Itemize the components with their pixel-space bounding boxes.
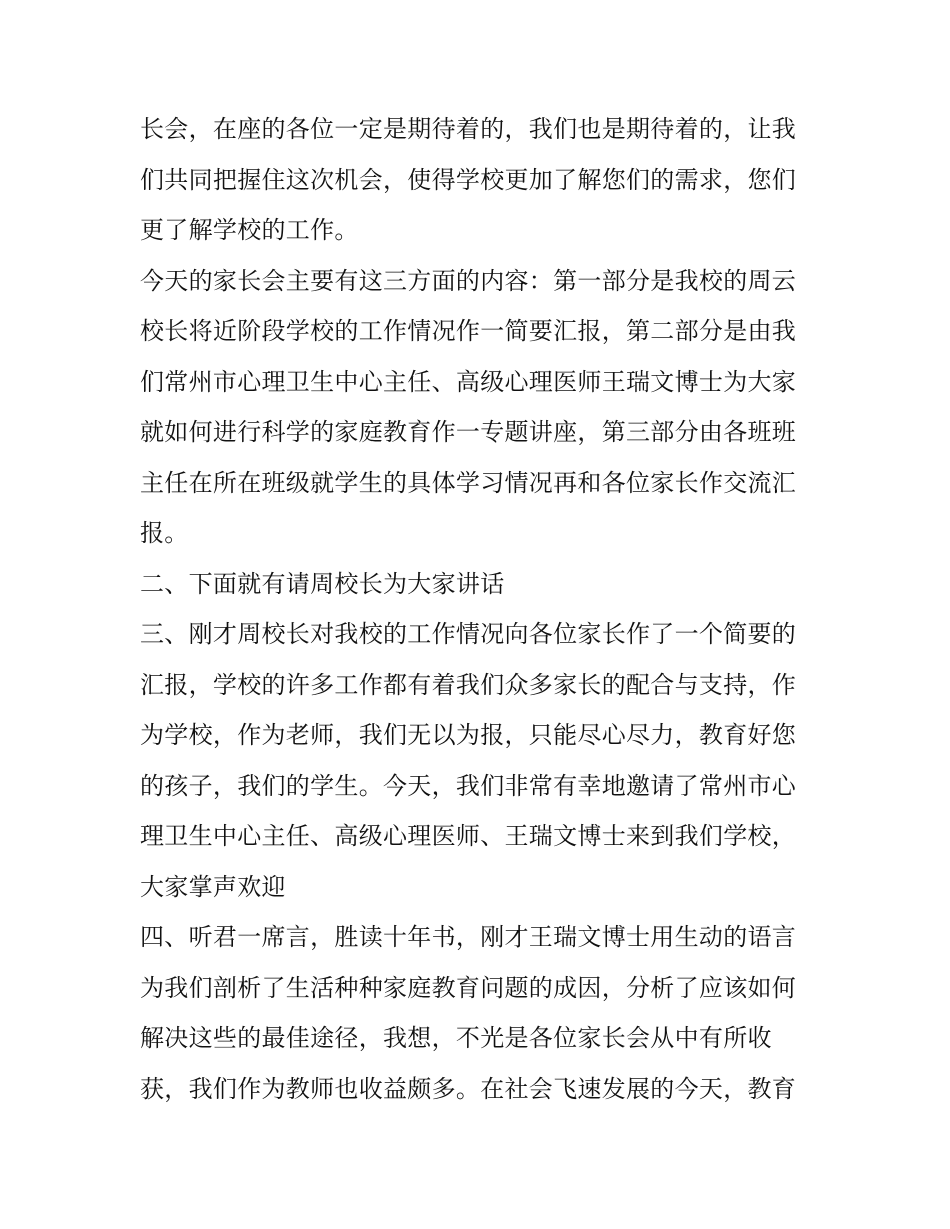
- text-line: 更了解学校的工作。: [140, 216, 359, 244]
- text-line: 为我们剖析了生活种种家庭教育问题的成因，分析了应该如何: [140, 973, 797, 1002]
- section-heading-two: 二、下面就有请周校长为大家讲话: [140, 569, 505, 598]
- text-line: 校长将近阶段学校的工作情况作一简要汇报，第二部分是由我: [140, 317, 797, 345]
- text-line: 汇报，学校的许多工作都有着我们众多家长的配合与支持，作: [140, 670, 797, 699]
- text-line: 们共同把握住这次机会，使得学校更加了解您们的需求，您们: [140, 165, 797, 194]
- text-line: 报。: [140, 519, 189, 547]
- text-line: 大家掌声欢迎: [140, 872, 286, 901]
- text-line: 今天的家长会主要有这三方面的内容：第一部分是我校的周云: [140, 266, 797, 295]
- text-line: 的孩子，我们的学生。今天，我们非常有幸地邀请了常州市心: [140, 771, 797, 800]
- text-line: 三、刚才周校长对我校的工作情况向各位家长作了一个简要的: [140, 620, 797, 648]
- text-line: 就如何进行科学的家庭教育作一专题讲座，第三部分由各班班: [140, 418, 797, 446]
- document-body: [140, 104, 820, 1114]
- text-line: 获，我们作为教师也收益颇多。在社会飞速发展的今天，教育: [140, 1074, 797, 1103]
- text-line: 长会，在座的各位一定是期待着的，我们也是期待着的，让我: [140, 115, 797, 143]
- text-line: 为学校，作为老师，我们无以为报，只能尽心尽力，教育好您: [140, 721, 797, 749]
- text-line: 主任在所在班级就学生的具体学习情况再和各位家长作交流汇: [140, 468, 797, 497]
- text-line: 理卫生中心主任、高级心理医师、王瑞文博士来到我们学校，: [140, 822, 797, 850]
- text-line: 解决这些的最佳途径，我想，不光是各位家长会从中有所收: [140, 1024, 772, 1052]
- text-line: 们常州市心理卫生中心主任、高级心理医师王瑞文博士为大家: [140, 367, 797, 396]
- text-line: 四、听君一席言，胜读十年书，刚才王瑞文博士用生动的语言: [140, 923, 797, 951]
